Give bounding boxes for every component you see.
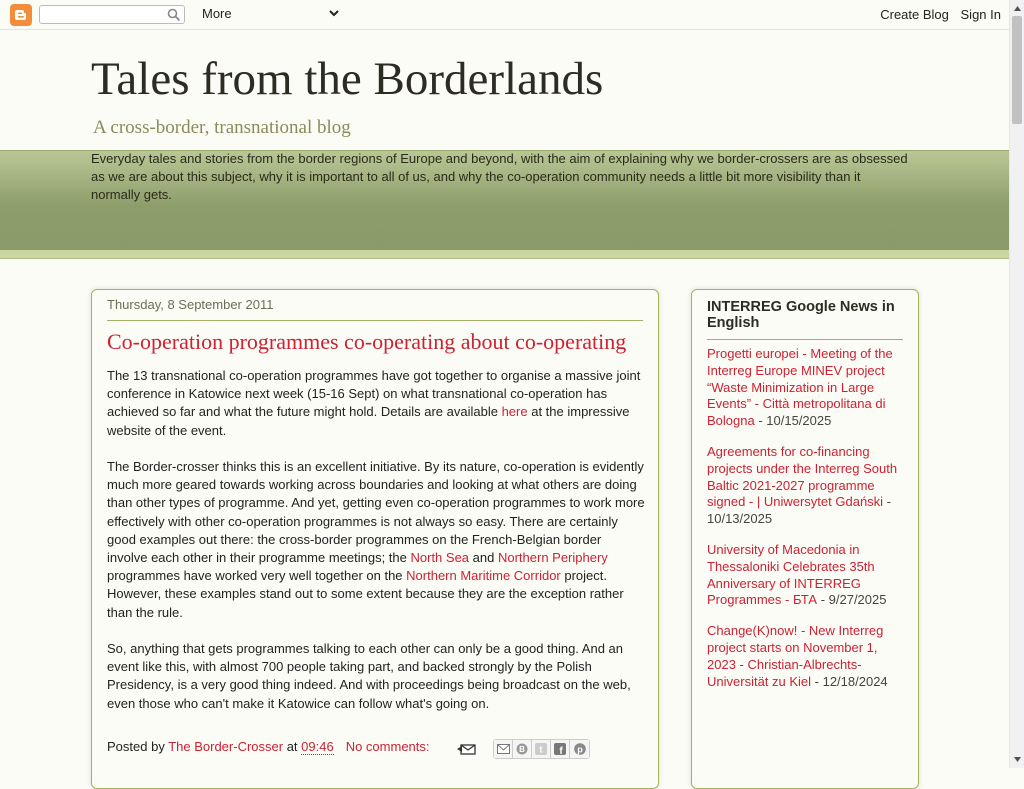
search-icon[interactable] <box>167 8 181 22</box>
facebook-icon <box>554 743 566 755</box>
blogger-navbar <box>0 0 1009 30</box>
svg-text:B: B <box>519 745 525 754</box>
comments-link[interactable]: No comments: <box>345 739 430 754</box>
share-pinterest-button[interactable] <box>570 740 589 758</box>
post-time-link[interactable]: 09:46 <box>301 739 334 754</box>
svg-text:f: f <box>559 746 563 755</box>
scroll-down-icon[interactable] <box>1013 755 1022 764</box>
news-item <box>707 623 903 690</box>
post-text: The 13 transnational co-operation programmes have got together to organise a massive joint conference in Katowice next week (15-16 Sept) on what transnational co-operation has achieved so far and what the future might hold. Details are available <box>107 368 641 420</box>
scrollbar[interactable] <box>1009 0 1024 768</box>
here-link[interactable]: here <box>501 404 528 420</box>
share-facebook-button[interactable] <box>551 740 570 758</box>
blogger-share-icon <box>516 743 528 755</box>
northern-periphery-link[interactable]: Northern Periphery <box>497 550 608 566</box>
blog-title[interactable]: Tales from the Borderlands <box>91 53 604 105</box>
news-link[interactable]: Progetti europei - Meeting of the Interreg Europe MINEV project “Waste Minimization in Large Events” - Città metropolitana di Bologna <box>707 346 893 429</box>
search-input[interactable] <box>39 5 185 24</box>
svg-text:t: t <box>539 744 543 755</box>
twitter-icon <box>535 743 547 755</box>
news-link[interactable]: Change(K)now! - New Interreg project starts on November 1, 2023 - Christian-Albrechts-Universität zu Kiel <box>707 623 884 689</box>
scrollbar-thumb[interactable] <box>1012 16 1022 124</box>
news-date: - 10/15/2025 <box>754 413 832 429</box>
header-band-bottom <box>0 250 1009 259</box>
scroll-up-icon[interactable] <box>1013 4 1022 13</box>
pinterest-icon <box>574 743 586 755</box>
post-text: The Border-crosser thinks this is an excellent initiative. By its nature, co-operation is evidently much more geared towards working across boundaries and looking at what others are doing than other types of programme. And yet, getting even co-operation programmes to work more effectively with other co-operation programmes is not always so easy. There are certainly good examples out there: the cross-border programmes on the French-Belgian border involve each other in their programme meetings; the <box>107 459 645 566</box>
blogger-icon[interactable] <box>10 4 32 26</box>
date-divider <box>107 320 643 321</box>
blog-subtitle: A cross-border, transnational blog <box>93 117 351 138</box>
post-paragraph-3: So, anything that gets programmes talking to each other can only be a good thing. And an event like this, with almost 700 people taking part, and backed strongly by the Polish Presidency, is a very good thing indeed. And with proceedings being broadcast on the web, even those who can't make it Katowice can follow what's going on. <box>107 641 631 711</box>
at-label: at <box>283 739 302 754</box>
post-text: at the impressive website of the event. <box>107 404 630 438</box>
post-footer <box>107 739 647 761</box>
blog-description: Everyday tales and stories from the border regions of Europe and beyond, with the aim of explaining why we border-crossers are as obsessed as we are about this subject, why it is important to all of us, and why the co-operation community needs a little bit more visibility than it normally gets. <box>91 151 908 202</box>
share-buttons <box>493 739 590 759</box>
svg-text:p: p <box>576 744 583 755</box>
news-list <box>707 346 903 704</box>
share-blogger-button[interactable] <box>513 740 532 758</box>
sign-in-link[interactable]: Sign In <box>960 7 1001 22</box>
share-email-button[interactable] <box>494 740 513 758</box>
north-sea-link[interactable]: North Sea <box>410 550 470 566</box>
post-text: and <box>469 550 498 566</box>
nav-right-links <box>872 7 1001 22</box>
post-paragraph-1 <box>107 367 645 440</box>
share-twitter-button[interactable] <box>532 740 551 758</box>
post-date: Thursday, 8 September 2011 <box>107 297 274 312</box>
post-text: project. However, these examples stand out to some extent because they are the exception rather than the rule. <box>107 568 624 620</box>
news-item <box>707 346 903 430</box>
widget-divider <box>707 339 903 340</box>
news-date: - 12/18/2024 <box>811 673 888 689</box>
news-date: - 9/27/2025 <box>817 592 887 608</box>
posted-by-label: Posted by <box>107 739 169 754</box>
author-link[interactable]: The Border-Crosser <box>168 739 284 754</box>
sidebar-widget <box>691 289 919 789</box>
northern-maritime-corridor-link[interactable]: Northern Maritime Corridor <box>406 568 561 584</box>
widget-title: INTERREG Google News in English <box>707 299 895 331</box>
post-card <box>91 289 659 789</box>
post-text: programmes have worked very well together on the <box>107 568 407 584</box>
create-blog-link[interactable]: Create Blog <box>880 7 949 22</box>
gmail-icon <box>497 744 510 754</box>
email-post-icon[interactable] <box>457 741 477 757</box>
news-date: - 10/13/2025 <box>707 494 892 527</box>
more-label: More <box>202 6 232 21</box>
post-paragraph-2 <box>107 458 645 622</box>
post-title[interactable]: Co-operation programmes co-operating about co-operating <box>107 329 627 354</box>
news-link[interactable]: University of Macedonia in Thessaloniki Celebrates 35th Anniversary of INTERREG Programmes - БТА <box>707 541 875 608</box>
chevron-down-icon <box>328 7 340 19</box>
news-item <box>707 444 903 528</box>
news-item <box>707 542 903 609</box>
post-body <box>107 367 645 731</box>
more-dropdown[interactable] <box>202 6 342 24</box>
news-link[interactable]: Agreements for co-financing projects under the Interreg South Baltic 2021-2027 programme signed - | Uniwersytet Gdański <box>707 443 898 510</box>
